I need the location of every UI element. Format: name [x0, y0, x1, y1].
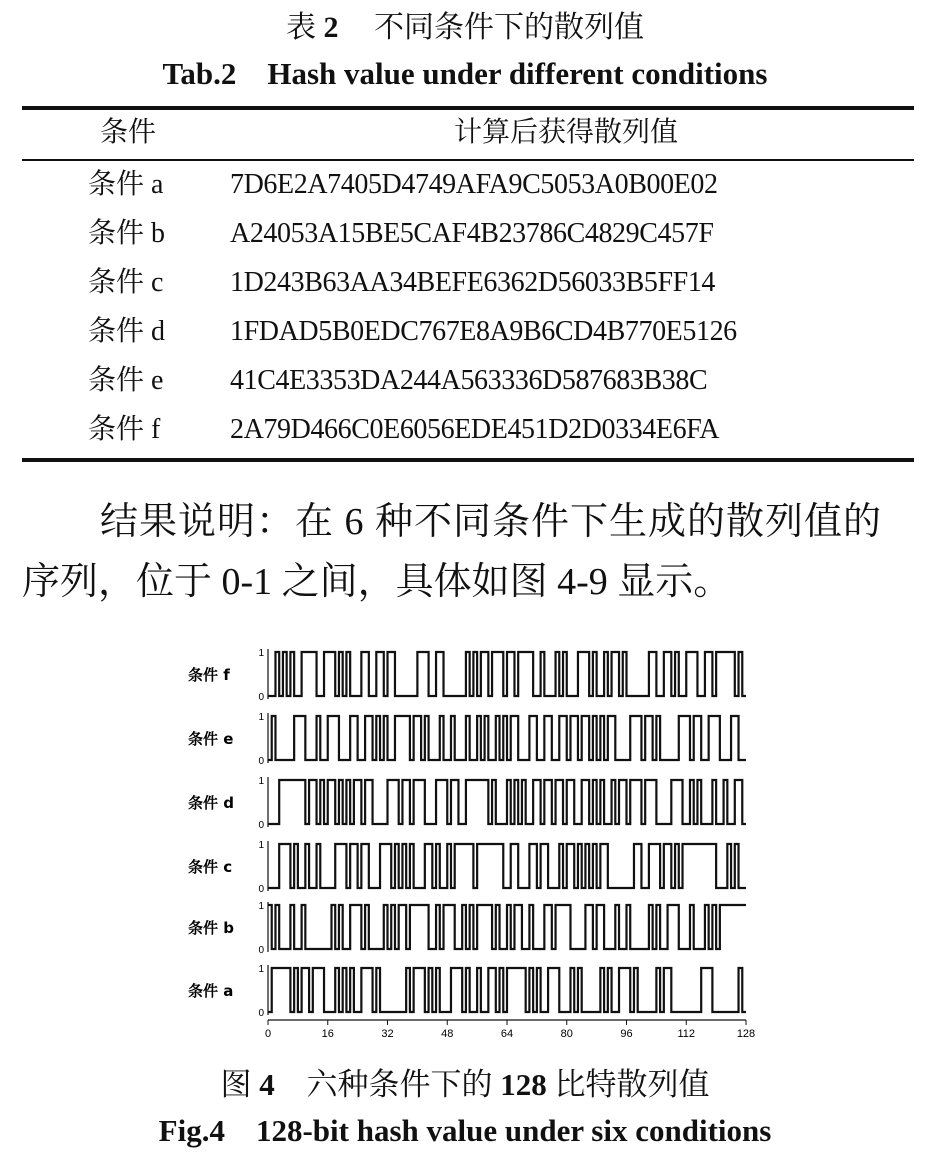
x-tick-label: 32: [381, 1028, 394, 1040]
paragraph-line-2: 序列，位于 0-1 之间，具体如图 4-9 显示。: [22, 561, 732, 603]
figure-caption-text: 六种条件下的: [306, 1067, 493, 1102]
x-tick-label: 128: [736, 1028, 756, 1040]
table-top-rule: [22, 106, 914, 110]
y-tick-label: 1: [258, 776, 264, 787]
figure-caption-bits: 128: [500, 1067, 547, 1102]
series-label: 条件 b: [188, 919, 234, 937]
series-label: 条件 d: [188, 794, 234, 812]
row-hash: 41C4E3353DA244A563336D587683B38C: [230, 365, 708, 396]
series-label: 条件 c: [188, 858, 233, 876]
x-tick-label: 64: [500, 1028, 514, 1040]
table-bottom-rule: [22, 458, 914, 462]
y-tick-label: 1: [258, 840, 264, 851]
y-tick-label: 0: [258, 945, 264, 956]
series-line: [268, 905, 746, 949]
y-tick-label: 1: [258, 712, 264, 723]
series-line: [268, 716, 746, 760]
header-condition: 条件: [100, 117, 157, 148]
figure-caption-zh: [0, 1067, 930, 1103]
header-hash: 计算后获得散列值: [454, 117, 679, 148]
series-line: [268, 780, 746, 824]
y-tick-label: 0: [258, 884, 264, 895]
x-tick-label: 96: [620, 1028, 633, 1040]
row-hash: 7D6E2A7405D4749AFA9C5053A0B00E02: [230, 169, 718, 200]
figure-caption-en: Fig.4 128-bit hash value under six conditions: [158, 1113, 772, 1148]
row-hash: 1D243B63AA34BEFE6362D56033B5FF14: [230, 267, 716, 298]
row-condition: 条件 e: [88, 365, 164, 396]
figure-caption-text-2: 比特散列值: [554, 1067, 710, 1102]
table-header-rule: [22, 159, 914, 161]
row-condition: 条件 d: [88, 316, 166, 347]
series-label: 条件 f: [188, 666, 230, 684]
row-condition: 条件 c: [88, 267, 164, 298]
x-tick-label: 112: [677, 1028, 696, 1040]
table-caption-zh: [0, 10, 930, 46]
y-tick-label: 0: [258, 692, 264, 703]
series-line: [268, 652, 746, 696]
figure-caption-prefix: 图: [220, 1067, 252, 1102]
series-label: 条件 a: [188, 982, 234, 1000]
row-hash: 2A79D466C0E6056EDE451D2D0334E6FA: [230, 414, 720, 445]
series-label: 条件 e: [188, 730, 234, 748]
row-condition: 条件 f: [88, 414, 161, 445]
figure-caption-number: 4: [259, 1067, 275, 1102]
x-tick-label: 80: [560, 1028, 573, 1040]
row-condition: 条件 b: [88, 218, 166, 249]
table-caption-prefix: 表: [286, 11, 316, 44]
row-condition: 条件 a: [88, 169, 164, 200]
y-tick-label: 0: [258, 1008, 264, 1019]
y-tick-label: 1: [258, 964, 264, 975]
y-tick-label: 0: [258, 756, 264, 767]
y-tick-label: 0: [258, 820, 264, 831]
x-tick-label: 48: [441, 1028, 454, 1040]
y-tick-label: 1: [258, 648, 264, 659]
table-caption-en: Tab.2 Hash value under different conditions: [162, 56, 768, 91]
row-hash: A24053A15BE5CAF4B23786C4829C457F: [230, 218, 714, 249]
row-hash: 1FDAD5B0EDC767E8A9B6CD4B770E5126: [230, 316, 737, 347]
x-tick-label: 0: [264, 1028, 272, 1040]
x-tick-label: 16: [321, 1028, 334, 1040]
series-line: [268, 968, 746, 1012]
paragraph-line-1: 结果说明：在 6 种不同条件下生成的散列值的: [100, 501, 883, 543]
table-caption-number: 2: [323, 11, 339, 44]
y-tick-label: 1: [258, 901, 264, 912]
hash-step-chart: [170, 640, 770, 1050]
table-caption-text: 不同条件下的散列值: [374, 11, 644, 44]
series-line: [268, 844, 746, 888]
